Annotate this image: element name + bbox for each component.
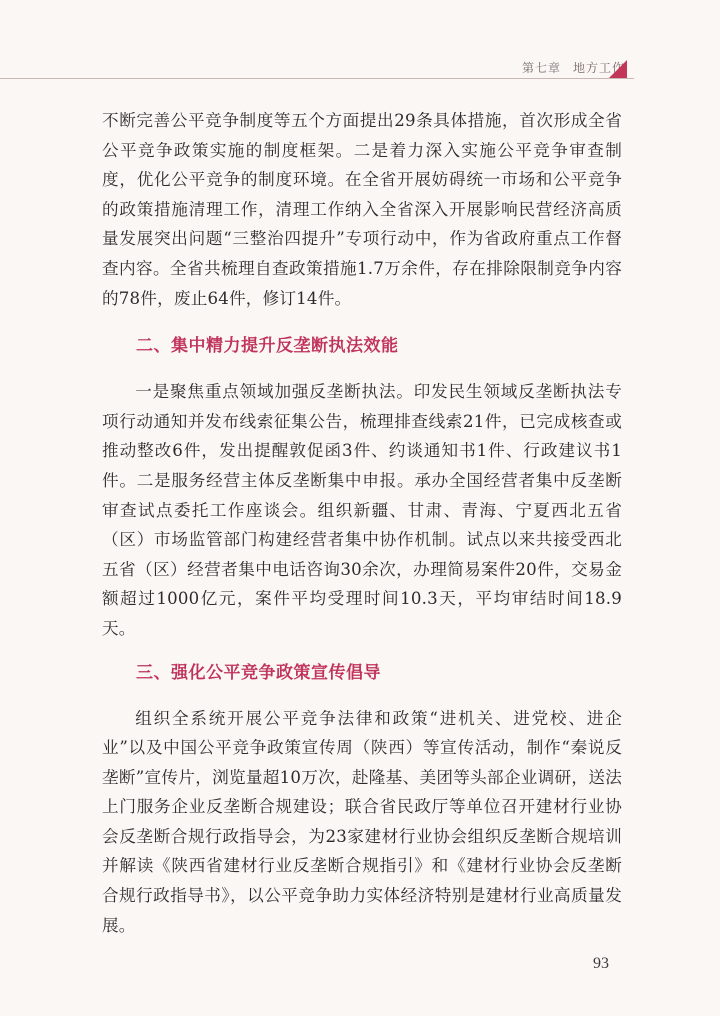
page-body [102,106,622,940]
header-rule [0,78,634,79]
header-corner-mark [609,60,627,78]
paragraph-policy-promotion: 组织全系统开展公平竞争法律和政策“进机关、进党校、进企业”以及中国公平竞争政策宣传周（陕西）等宣传活动，制作“秦说反垄断”宣传片，浏览量超10万次，赴隆基、美团等头部企业调研，送法上门服务企业反垄断合规建设；联合省民政厅等单位召开建材行业协会反垄断合规行政指导会，为23家建材行业协会组织反垄断合规培训并解读《陕西省建材行业反垄断合规指引》和《建材行业协会反垄断合规行政指导书》，以公平竞争助力实体经济特别是建材行业高质量发展。 [102,708,622,935]
page-number: 93 [593,955,609,972]
section-heading-3: 三、强化公平竞争政策宣传倡导 [136,662,381,683]
paragraph-antitrust-enforcement: 一是聚焦重点领域加强反垄断执法。印发民生领域反垄断执法专项行动通知并发布线索征集公告，梳理排查线索21件，已完成核查或推动整改6件，发出提醒敦促函3件、约谈通知书1件、行政建议书1件。二是服务经营主体反垄断集中申报。承办全国经营者集中反垄断审查试点委托工作座谈会。组织新疆、甘肃、青海、宁夏西北五省（区）市场监管部门构建经营者集中协作机制。试点以来共接受西北五省（区）经营者集中电话咨询30余次，办理简易案件20件，交易金额超过1000亿元，案件平均受理时间10.3天，平均审结时间18.9天。 [102,382,622,638]
chapter-label: 第七章 [521,60,561,75]
paragraph-continued: 不断完善公平竞争制度等五个方面提出29条具体措施，首次形成全省公平竞争政策实施的制度框架。二是着力深入实施公平竞争审查制度，优化公平竞争的制度环境。在全省开展妨碍统一市场和公平竞争的政策措施清理工作，清理工作纳入全省深入开展影响民营经济高质量发展突出问题“三整治四提升”专项行动中，作为省政府重点工作督查内容。全省共梳理自查政策措施1.7万余件，存在排除限制竞争内容的78件，废止64件，修订14件。 [102,111,622,308]
section-label: 地方工作 [572,60,625,75]
section-heading-2: 二、集中精力提升反垄断执法效能 [136,336,399,357]
